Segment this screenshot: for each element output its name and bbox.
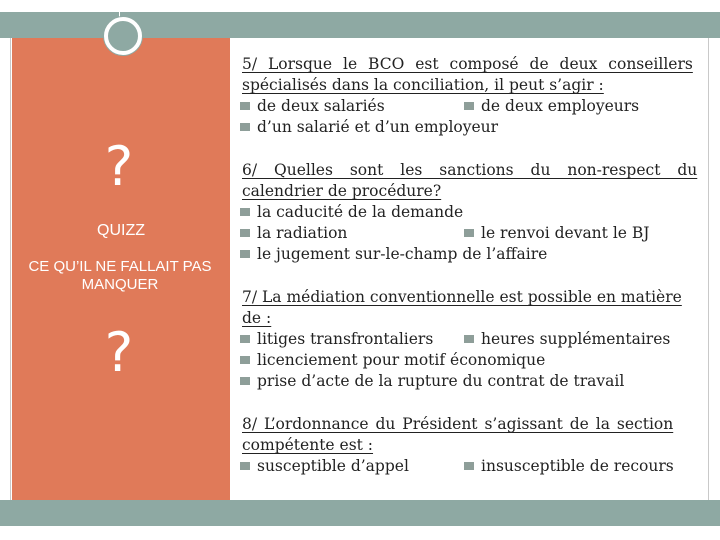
bullet-icon — [240, 335, 250, 343]
answer-option[interactable]: susceptible d’appel — [240, 456, 409, 477]
option-row — [242, 350, 690, 371]
answer-option[interactable]: de deux salariés — [240, 96, 385, 117]
answer-option[interactable]: la radiation — [240, 223, 347, 244]
answer-option[interactable]: insusceptible de recours — [464, 456, 674, 477]
answer-option[interactable]: de deux employeurs — [464, 96, 639, 117]
bullet-icon — [464, 335, 474, 343]
question-7 — [242, 287, 690, 392]
question-mark-icon: ? — [104, 135, 134, 198]
answer-option[interactable]: le renvoi devant le BJ — [464, 223, 650, 244]
bullet-icon — [240, 250, 250, 258]
option-row — [242, 96, 690, 117]
question-heading-cont: calendrier de procédure? — [242, 182, 442, 200]
question-mark-icon: ? — [104, 321, 134, 384]
bullet-icon — [240, 356, 250, 364]
option-row — [242, 202, 690, 223]
answer-option[interactable]: prise d’acte de la rupture du contrat de travail — [240, 371, 624, 392]
option-row — [242, 329, 690, 350]
option-row — [242, 456, 690, 477]
quiz-subtitle: CE QU’IL NE FALLAIT PAS MANQUER — [28, 258, 212, 293]
question-6 — [242, 160, 698, 265]
option-row — [242, 117, 690, 138]
option-row — [242, 244, 690, 265]
question-heading: 7/ La médiation conventionnelle est possible en matière — [242, 288, 682, 306]
bullet-icon — [240, 123, 250, 131]
answer-option[interactable]: heures supplémentaires — [464, 329, 670, 350]
answer-option[interactable]: la caducité de la demande — [240, 202, 463, 223]
bullet-icon — [240, 208, 250, 216]
circle-icon — [104, 17, 142, 55]
question-heading-cont: de : — [242, 309, 272, 327]
option-row — [242, 371, 690, 392]
answer-option[interactable]: d’un salarié et d’un employeur — [240, 117, 498, 138]
bullet-icon — [464, 102, 474, 110]
answer-option[interactable]: litiges transfrontaliers — [240, 329, 433, 350]
frame-right-line — [708, 38, 709, 500]
question-8 — [242, 414, 690, 477]
bullet-icon — [240, 102, 250, 110]
answer-option[interactable]: le jugement sur-le-champ de l’affaire — [240, 244, 547, 265]
question-5 — [242, 54, 693, 138]
frame-left-line — [10, 38, 11, 500]
question-heading: 6/ Quelles sont les sanctions du non-respect du — [242, 161, 698, 179]
bullet-icon — [240, 229, 250, 237]
bullet-icon — [240, 377, 250, 385]
bottom-bar — [0, 500, 720, 526]
quiz-title: QUIZZ — [97, 222, 145, 239]
quiz-content — [242, 54, 698, 477]
question-heading-cont: spécialisés dans la conciliation, il peut s’agir : — [242, 76, 604, 94]
option-row — [242, 223, 690, 244]
bullet-icon — [464, 462, 474, 470]
bullet-icon — [464, 229, 474, 237]
question-heading: 5/ Lorsque le BCO est composé de deux conseillers — [242, 55, 693, 73]
question-heading-cont: compétente est : — [242, 436, 374, 454]
answer-option[interactable]: licenciement pour motif économique — [240, 350, 545, 371]
bullet-icon — [240, 462, 250, 470]
question-heading: 8/ L’ordonnance du Président s’agissant de la section — [242, 415, 674, 433]
